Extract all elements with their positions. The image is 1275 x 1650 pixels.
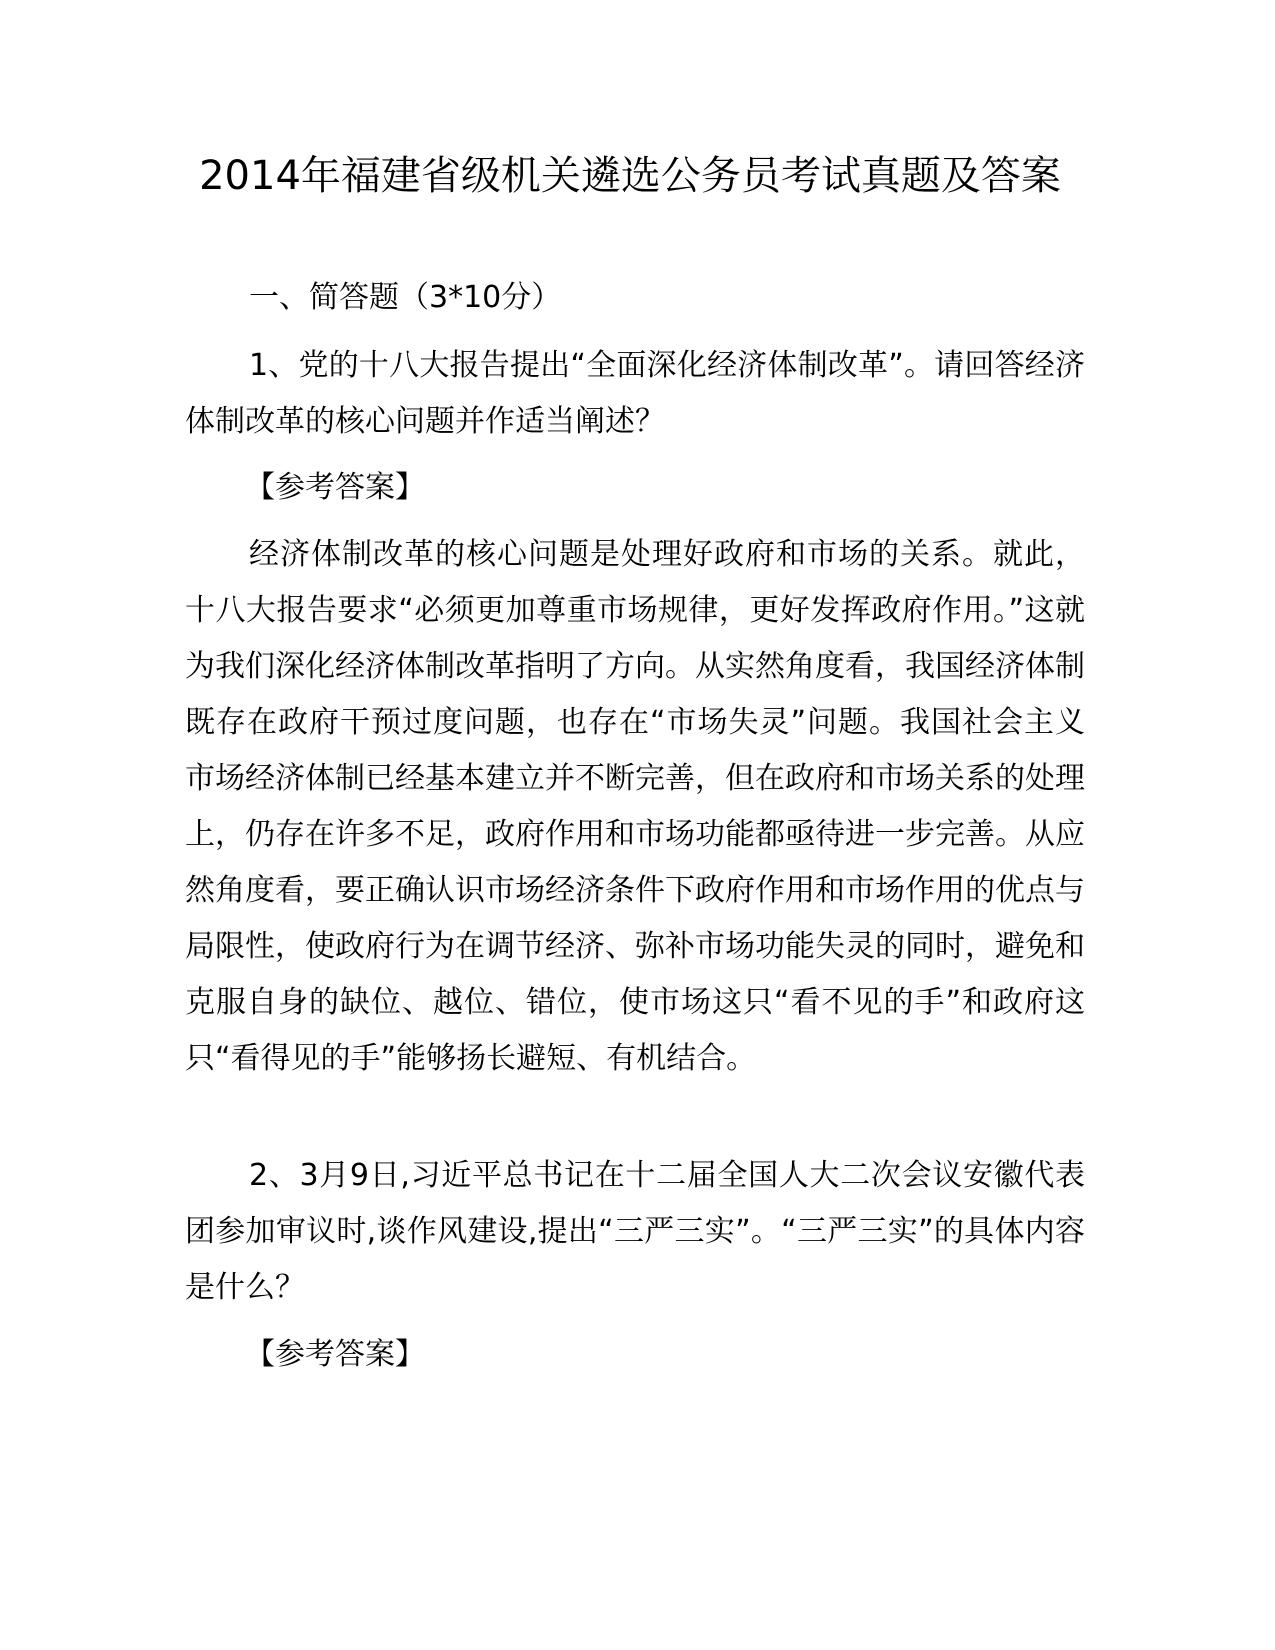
question-1: 1、党的十八大报告提出“全面深化经济体制改革”。请回答经济体制改革的核心问题并作适当阐述？ xyxy=(185,348,1085,439)
question-2: 2、3月9日,习近平总书记在十二届全国人大二次会议安徽代表团参加审议时,谈作风建设,提出“三严三实”。“三严三实”的具体内容是什么？ xyxy=(185,1158,1085,1305)
answer-1: 经济体制改革的核心问题是处理好政府和市场的关系。就此，十八大报告要求“必须更加尊重市场规律，更好发挥政府作用。”这就为我们深化经济体制改革指明了方向。从实然角度看，我国经济体制既存在政府干预过度问题，也存在“市场失灵”问题。我国社会主义市场经济体制已经基本建立并不断完善，但在政府和市场关系的处理上，仍存在许多不足，政府作用和市场功能都亟待进一步完善。从应然角度看，要正确认识市场经济条件下政府作用和市场作用的优点与局限性，使政府行为在调节经济、弥补市场功能失灵的同时，避免和克服自身的缺位、越位、错位，使市场这只“看不见的手”和政府这只“看得见的手”能够扬长避短、有机结合。 xyxy=(185,537,1085,1076)
answer-label-2: 【参考答案】 xyxy=(245,1337,425,1372)
document-title: 2014年福建省级机关遴选公务员考试真题及答案 xyxy=(199,153,1061,199)
answer-label-1: 【参考答案】 xyxy=(245,470,425,505)
section-heading: 一、简答题（3*10分） xyxy=(249,280,562,315)
